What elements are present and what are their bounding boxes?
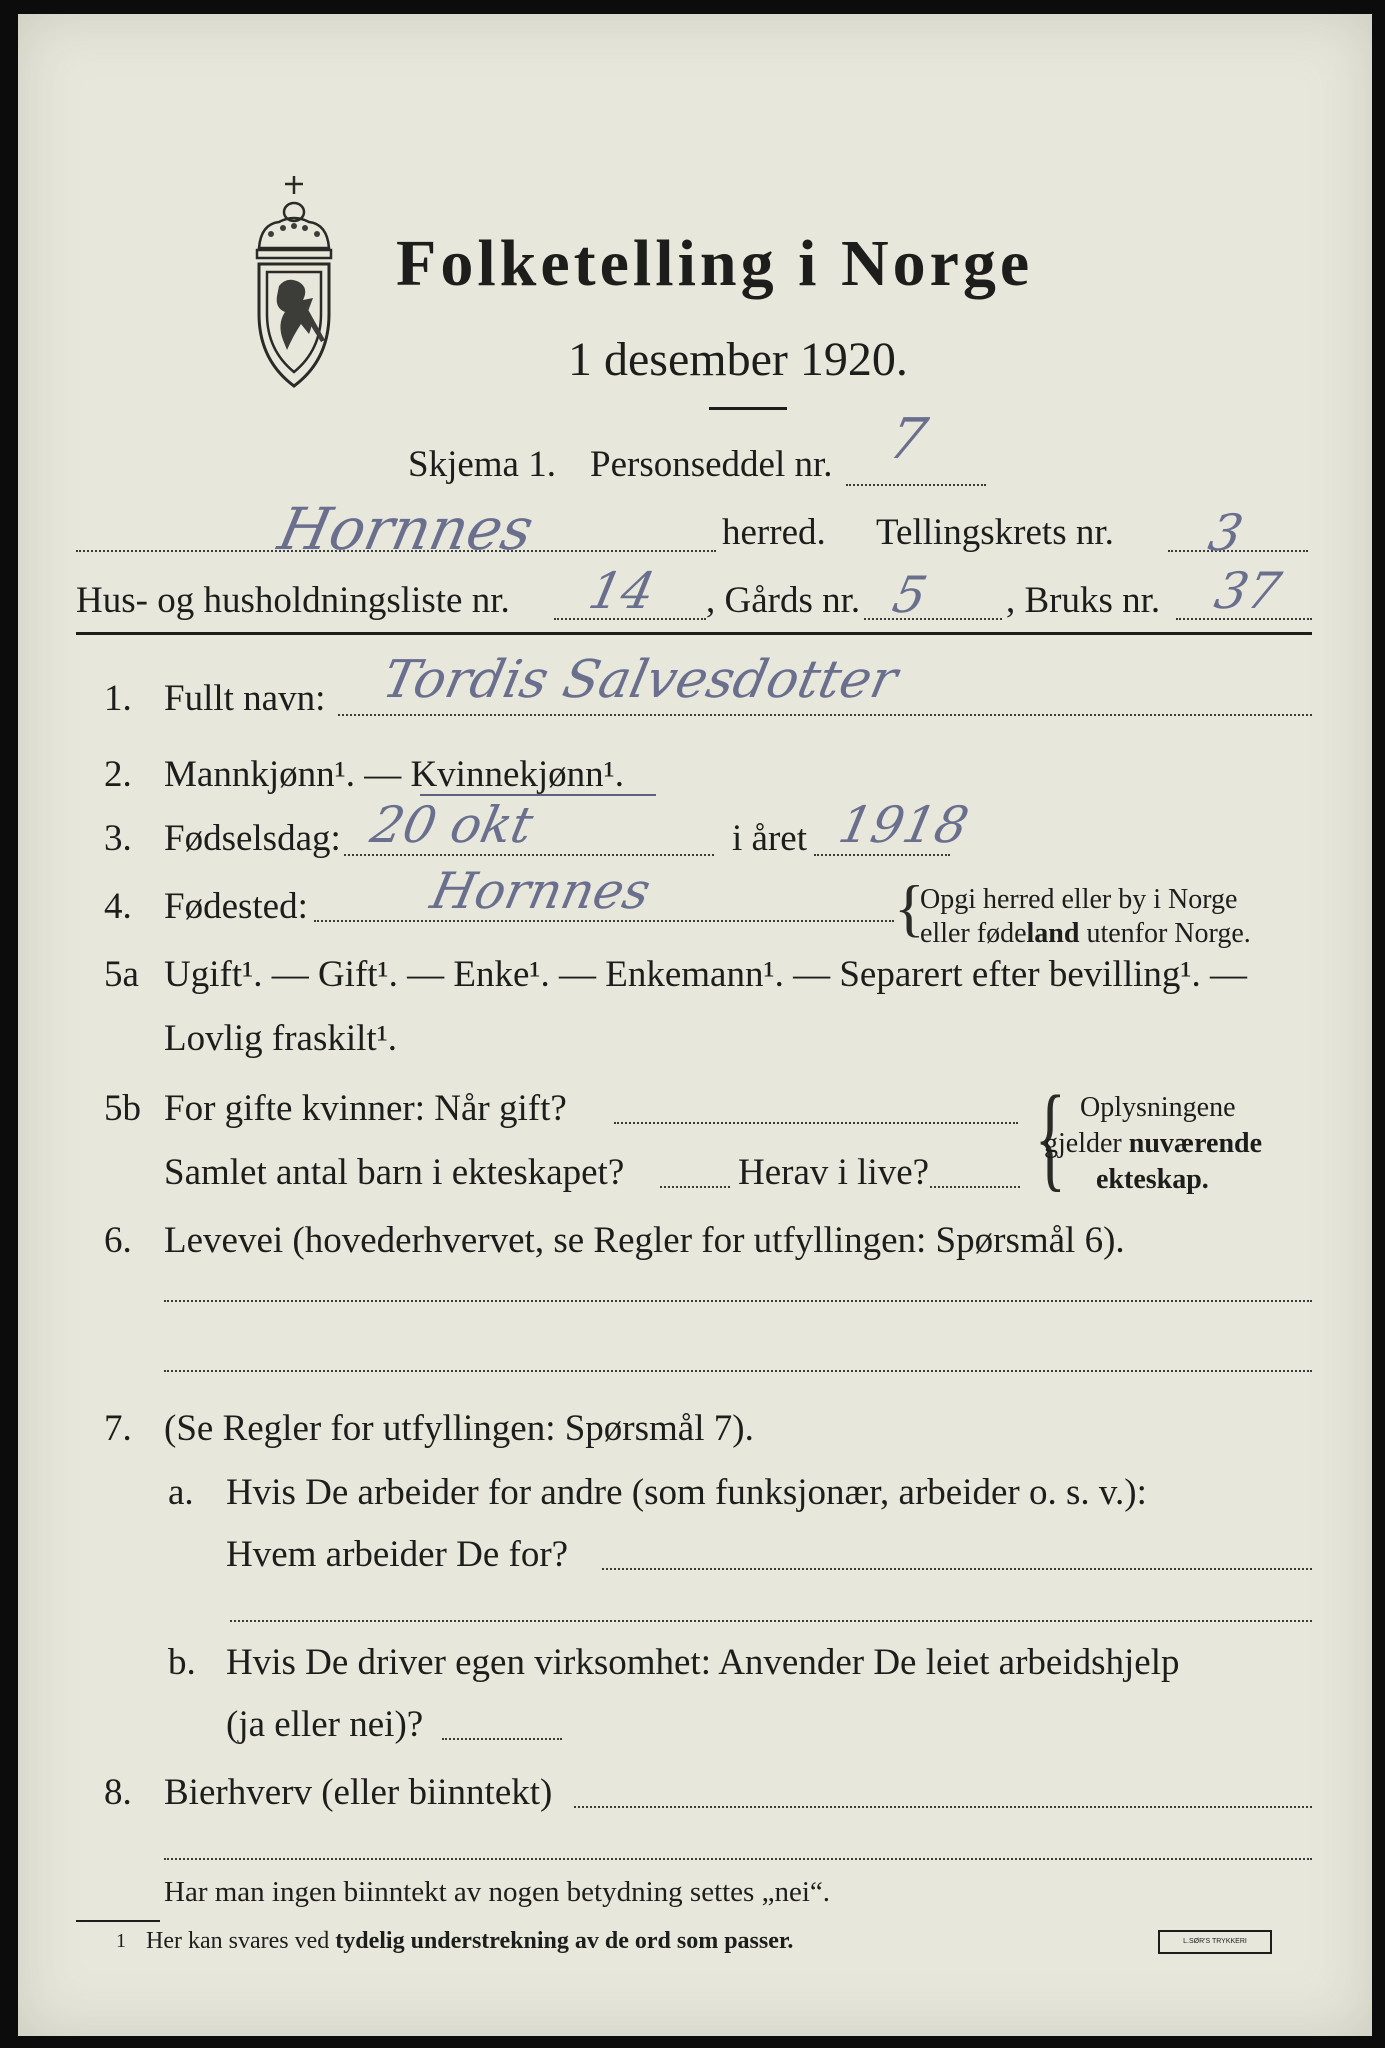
q7a-letter: a. bbox=[168, 1472, 194, 1513]
q5b-alive-label: Herav i live? bbox=[738, 1152, 930, 1193]
q5a-number: 5a bbox=[104, 954, 139, 995]
personseddel-label: Personseddel nr. bbox=[590, 444, 833, 485]
birthplace-field[interactable] bbox=[314, 920, 894, 922]
birthdate-field[interactable] bbox=[344, 854, 714, 856]
herred-label: herred. bbox=[722, 512, 826, 553]
hus-label: Hus- og husholdningsliste nr. bbox=[76, 580, 510, 621]
footnote-text: Her kan svares ved tydelig understrekning av de ord som passer. bbox=[146, 1928, 794, 1954]
footnote-marker: 1 bbox=[116, 1930, 126, 1952]
hired-help-field[interactable] bbox=[442, 1738, 562, 1740]
skjema-label: Skjema 1. bbox=[408, 444, 556, 485]
marital-status-options[interactable]: Ugift¹. — Gift¹. — Enke¹. — Enkemann¹. — Separert efter bevilling¹. — bbox=[164, 954, 1247, 995]
side-income-field-2[interactable] bbox=[164, 1858, 1312, 1860]
q3-number: 3. bbox=[104, 818, 132, 859]
marital-status-options-2[interactable]: Lovlig fraskilt¹. bbox=[164, 1018, 398, 1059]
q4-note-line1: Opgi herred eller by i Norge bbox=[920, 884, 1238, 915]
occupation-field-2[interactable] bbox=[164, 1370, 1312, 1372]
q7a-employer-label: Hvem arbeider De for? bbox=[226, 1534, 569, 1575]
q5b-note-brace: { bbox=[1034, 1071, 1066, 1202]
q6-label: Levevei (hovederhvervet, se Regler for utfyllingen: Spørsmål 6). bbox=[164, 1220, 1125, 1261]
side-income-field-1[interactable] bbox=[574, 1806, 1312, 1808]
q4-note-brace: { bbox=[894, 872, 925, 943]
employer-field-2[interactable] bbox=[230, 1620, 1312, 1622]
birthyear-value: 1918 bbox=[833, 796, 974, 854]
tellingskrets-value: 3 bbox=[1203, 504, 1248, 562]
q6-number: 6. bbox=[104, 1220, 132, 1261]
q1-number: 1. bbox=[104, 678, 132, 719]
title-divider bbox=[709, 407, 787, 410]
full-name-field[interactable] bbox=[338, 714, 1312, 716]
q7a-label: Hvis De arbeider for andre (som funksjonær, arbeider o. s. v.): bbox=[226, 1472, 1147, 1513]
q5b-note-line1: Oplysningene bbox=[1080, 1092, 1236, 1123]
q1-label: Fullt navn: bbox=[164, 678, 326, 719]
birthdate-value: 20 okt bbox=[365, 796, 539, 854]
q7-number: 7. bbox=[104, 1408, 132, 1449]
personseddel-value: 7 bbox=[883, 407, 933, 472]
hus-value: 14 bbox=[583, 562, 660, 620]
form-title: Folketelling i Norge bbox=[396, 227, 1034, 300]
children-total-field[interactable] bbox=[660, 1186, 730, 1188]
gards-field[interactable] bbox=[864, 618, 1002, 620]
occupation-field-1[interactable] bbox=[164, 1300, 1312, 1302]
printer-stamp: L.SØR'S TRYKKERI bbox=[1158, 1930, 1272, 1954]
tellingskrets-label: Tellingskrets nr. bbox=[876, 512, 1114, 553]
footer-divider bbox=[76, 1920, 160, 1922]
gender-options[interactable]: Mannkjønn¹. — Kvinnekjønn¹. bbox=[164, 754, 624, 795]
bruks-label: , Bruks nr. bbox=[1006, 580, 1161, 621]
birthyear-field[interactable] bbox=[814, 854, 950, 856]
gards-label: , Gårds nr. bbox=[706, 580, 861, 621]
census-date: 1 desember 1920. bbox=[568, 333, 908, 386]
q5b-note-line3: ekteskap. bbox=[1096, 1164, 1209, 1195]
birthplace-value: Hornnes bbox=[425, 862, 656, 920]
q5b-number: 5b bbox=[104, 1088, 141, 1129]
q4-number: 4. bbox=[104, 886, 132, 927]
q5b-note-line2: gjelder nuværende bbox=[1044, 1128, 1263, 1159]
q5b-children-label: Samlet antal barn i ekteskapet? bbox=[164, 1152, 625, 1193]
personseddel-field[interactable] bbox=[846, 484, 986, 486]
employer-field-1[interactable] bbox=[602, 1568, 1312, 1570]
q7b-label: Hvis De driver egen virksomhet: Anvender De leiet arbeidshjelp bbox=[226, 1642, 1180, 1683]
birthyear-label: i året bbox=[732, 818, 807, 859]
census-form-sheet bbox=[18, 14, 1372, 2036]
side-income-note: Har man ingen biinntekt av nogen betydning settes „nei“. bbox=[164, 1876, 831, 1908]
bruks-value: 37 bbox=[1209, 562, 1286, 620]
q7b-letter: b. bbox=[168, 1642, 196, 1683]
header-divider bbox=[76, 632, 1312, 635]
q4-note-line2: eller fødeland utenfor Norge. bbox=[920, 918, 1251, 949]
q7b-answer-label: (ja eller nei)? bbox=[226, 1704, 424, 1745]
children-alive-field[interactable] bbox=[930, 1186, 1020, 1188]
full-name-value: Tordis Salvesdotter bbox=[377, 650, 903, 710]
married-when-field[interactable] bbox=[614, 1122, 1018, 1124]
q8-number: 8. bbox=[104, 1772, 132, 1813]
gards-value: 5 bbox=[887, 566, 932, 624]
q8-label: Bierhverv (eller biinntekt) bbox=[164, 1772, 553, 1813]
q5b-label: For gifte kvinner: Når gift? bbox=[164, 1088, 567, 1129]
herred-value: Hornnes bbox=[272, 495, 540, 563]
norway-coat-of-arms-icon bbox=[229, 164, 359, 399]
q2-number: 2. bbox=[104, 754, 132, 795]
q3-label: Fødselsdag: bbox=[164, 818, 341, 859]
q4-label: Fødested: bbox=[164, 886, 308, 927]
q7-label: (Se Regler for utfyllingen: Spørsmål 7). bbox=[164, 1408, 754, 1449]
